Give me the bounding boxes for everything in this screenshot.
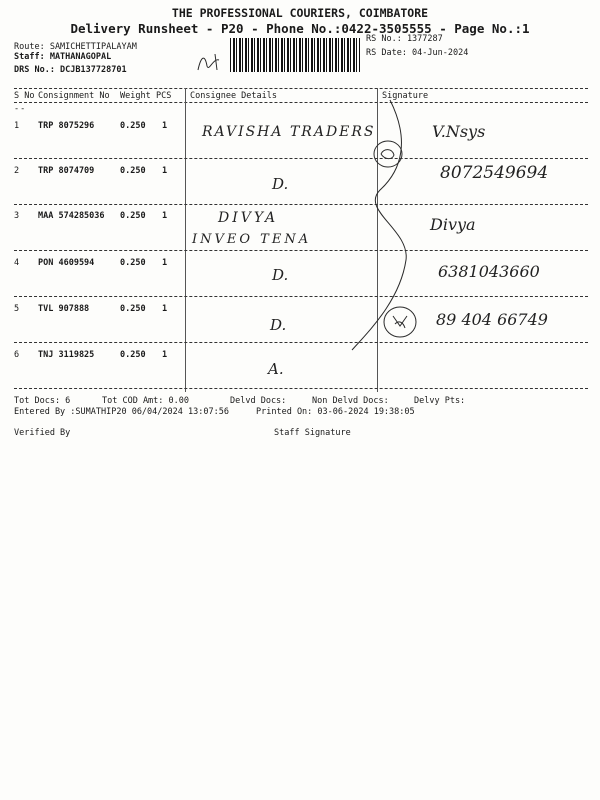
row2-sno: 2 — [14, 166, 20, 176]
row6-weight: 0.250 — [120, 350, 146, 360]
row5-delivery-mark: D. — [270, 316, 287, 334]
row2-consignment: TRP 8074709 — [38, 166, 95, 176]
initials-scribble — [195, 52, 229, 76]
row6-sno: 6 — [14, 350, 20, 360]
route-label: Route: SAMICHETTIPALAYAM — [14, 42, 137, 52]
rs-number: RS No.: 1377287 — [366, 34, 443, 44]
row3-weight: 0.250 — [120, 211, 146, 221]
delivery-points: Delvy Pts: — [414, 396, 466, 406]
row3-sno: 3 — [14, 211, 20, 221]
row6-pcs: 1 — [162, 350, 168, 360]
col-sno: S No — [14, 91, 35, 101]
barcode — [230, 38, 360, 72]
row3-rule — [14, 250, 588, 251]
col-consignment: Consignment No — [38, 91, 110, 101]
col-pcs: PCS — [156, 91, 172, 101]
rs-date: RS Date: 04-Jun-2024 — [366, 48, 469, 58]
drs-number: DRS No.: DCJB137728701 — [14, 65, 127, 75]
row4-pcs: 1 — [162, 258, 168, 268]
col-consignee-details: Consignee Details — [190, 91, 277, 101]
row1-consignee-name: RAVISHA TRADERS — [202, 124, 376, 140]
row5-weight: 0.250 — [120, 304, 146, 314]
row6-delivery-mark: A. — [268, 360, 284, 378]
row1-pcs: 1 — [162, 121, 168, 131]
row3-consignment: MAA 574285036 — [38, 211, 105, 221]
row5-consignment: TVL 907888 — [38, 304, 90, 314]
row5-phone: 89 404 66749 — [436, 310, 548, 329]
col-separator-details — [185, 88, 186, 392]
col-weight: Weight — [120, 91, 151, 101]
header-rule-top — [14, 88, 588, 89]
row2-weight: 0.250 — [120, 166, 146, 176]
row6-rule — [14, 388, 588, 389]
row4-sno: 4 — [14, 258, 20, 268]
staff-label: Staff: MATHANAGOPAL — [14, 52, 112, 62]
header-rule-bottom — [14, 102, 588, 103]
runsheet-subtitle: Delivery Runsheet - P20 - Phone No.:0422-3505555 - Page No.:1 — [70, 21, 530, 36]
total-docs: Tot Docs: 6 — [14, 396, 71, 406]
row2-rule — [14, 204, 588, 205]
row3-receiver-signature: Divya — [430, 215, 476, 234]
row4-rule — [14, 296, 588, 297]
verified-by-label: Verified By — [14, 428, 71, 438]
printed-on: Printed On: 03-06-2024 19:38:05 — [256, 407, 415, 417]
row1-weight: 0.250 — [120, 121, 146, 131]
row1-sno: 1 — [14, 121, 20, 131]
row3-consignee-name: DIVYA — [218, 210, 279, 226]
row1-rule — [14, 158, 588, 159]
row3-pcs: 1 — [162, 211, 168, 221]
row5-sno: 5 — [14, 304, 20, 314]
row5-rule — [14, 342, 588, 343]
row6-consignment: TNJ 3119825 — [38, 350, 95, 360]
row4-weight: 0.250 — [120, 258, 146, 268]
row4-phone: 6381043660 — [438, 262, 540, 281]
row2-phone: 8072549694 — [440, 163, 549, 183]
total-cod-amount: Tot COD Amt: 0.00 — [102, 396, 189, 406]
row4-delivery-mark: D. — [272, 266, 289, 284]
staff-signature-label: Staff Signature — [274, 428, 351, 438]
non-delivered-docs: Non Delvd Docs: — [312, 396, 389, 406]
row1-consignment: TRP 8075296 — [38, 121, 95, 131]
col-signature: Signature — [382, 91, 429, 101]
delivered-docs: Delvd Docs: — [230, 396, 287, 406]
row5-pcs: 1 — [162, 304, 168, 314]
row2-pcs: 1 — [162, 166, 168, 176]
row3-consignee-line2: INVEO TENA — [192, 232, 312, 247]
company-title: THE PROFESSIONAL COURIERS, COIMBATORE — [171, 6, 429, 20]
row1-receiver-signature: V.Nsys — [432, 122, 486, 141]
pen-stroke-scribble — [340, 100, 420, 360]
row2-delivery-mark: D. — [272, 175, 289, 193]
dash-marker: -- — [14, 104, 27, 114]
row4-consignment: PON 4609594 — [38, 258, 95, 268]
entered-by: Entered By :SUMATHIP20 06/04/2024 13:07:56 — [14, 407, 229, 417]
